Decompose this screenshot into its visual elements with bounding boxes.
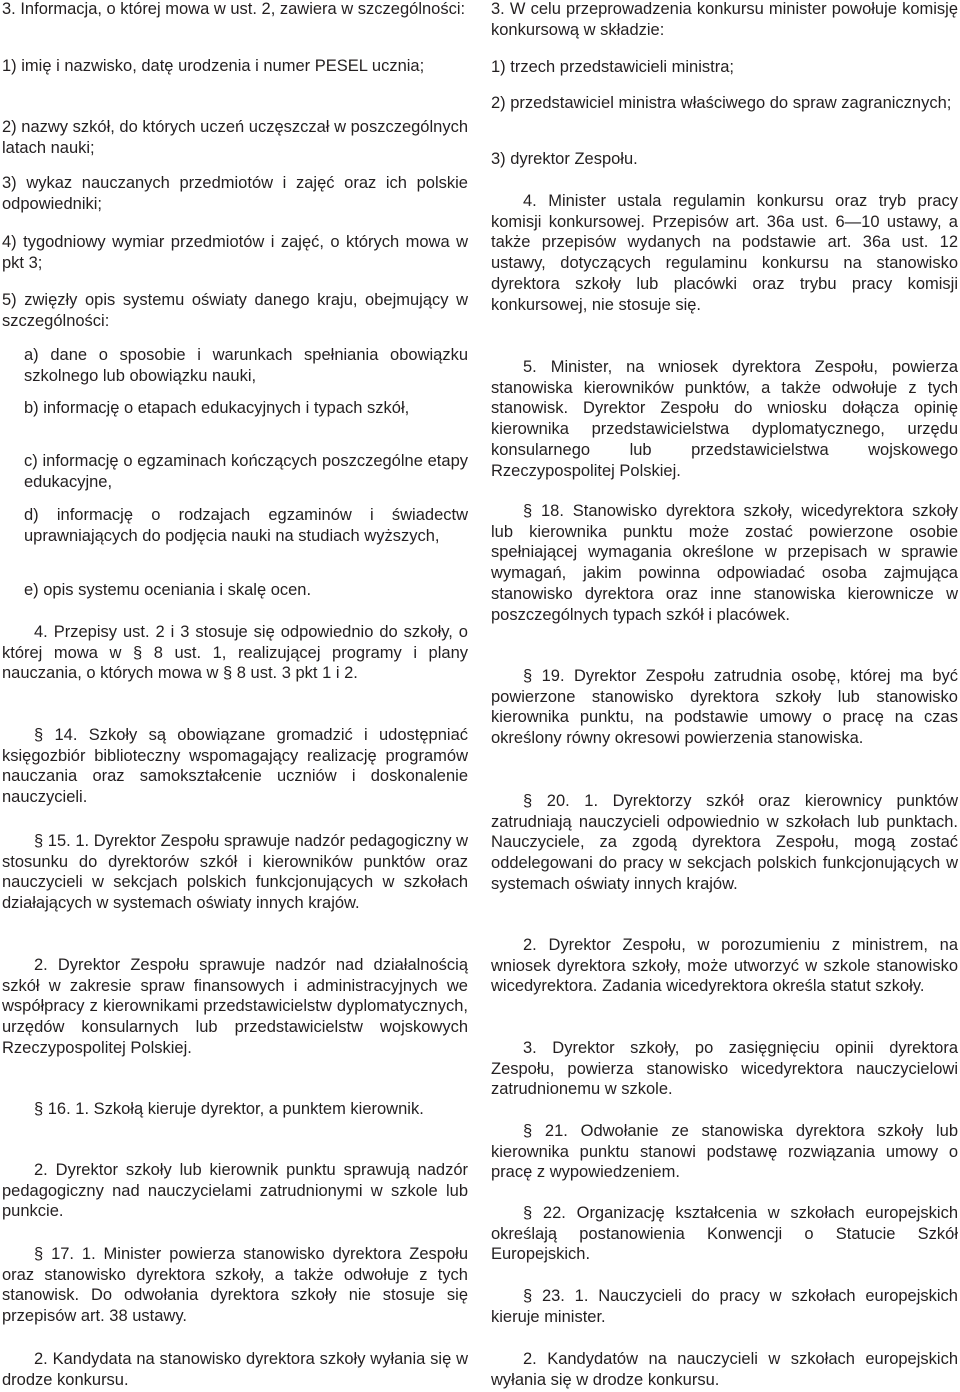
paragraph: 2. Dyrektor szkoły lub kierownik punktu sprawują nadzór pedagogiczny nad nauczycielami zatrudnionymi w szkole lub punkcie.: [2, 1161, 468, 1221]
paragraph: § 21. Odwołanie ze stanowiska dyrektora szkoły lub kierownika punktu stanowi podstawę rozwiązania umowy o pracę z wypowiedzeniem.: [491, 1122, 958, 1182]
paragraph: 3. W celu przeprowadzenia konkursu minister powołuje komisję konkursową w składzie:: [491, 0, 958, 39]
paragraph: 4. Minister ustala regulamin konkursu oraz tryb pracy komisji konkursowej. Przepisów art. 36a ust. 6—10 ustawy, a także przepisów wydanych na podstawie art. 36a ust. 12 ustawy, dotyczących regulaminu konkursu na stanowisko dyrektora szkoły lub placówki oraz trybu pracy komisji konkursowej, nie stosuje się.: [491, 192, 958, 314]
list-item: 4) tygodniowy wymiar przedmiotów i zajęć, o których mowa w pkt 3;: [2, 233, 468, 272]
paragraph: § 20. 1. Dyrektorzy szkół oraz kierownicy punktów zatrudniają nauczycieli odpowiednio w szkołach lub punktach. Nauczyciele, za zgodą dyrektora Zespołu, mogą zostać oddelegowani do pracy w sekcjach polskich funkcjonujących w systemach oświaty innych krajów.: [491, 792, 958, 893]
paragraph: § 19. Dyrektor Zespołu zatrudnia osobę, której ma być powierzone stanowisko dyrektora szkoły lub stanowisko kierownika punktu, na podstawie umowy o pracę na czas określony równy okresowi powierzenia stanowiska.: [491, 667, 958, 748]
paragraph: § 18. Stanowisko dyrektora szkoły, wicedyrektora szkoły lub kierownika punktu może zostać powierzone osobie spełniającej wymagania określone w przepisach w sprawie wymagań, jakim powinna odpowiadać osoba zajmująca stanowisko dyrektora oraz inne stanowiska kierownicze w poszczególnych typach szkół i placówek.: [491, 502, 958, 624]
sub-list-item: e) opis systemu oceniania i skalę ocen.: [24, 581, 312, 599]
paragraph: 3. Informacja, o której mowa w ust. 2, zawiera w szczególności:: [2, 0, 466, 18]
list-item: 1) imię i nazwisko, datę urodzenia i numer PESEL ucznia;: [2, 57, 425, 75]
paragraph: 2. Kandydata na stanowisko dyrektora szkoły wyłania się w drodze konkursu.: [2, 1350, 468, 1389]
sub-list-item: b) informację o etapach edukacyjnych i typach szkół,: [24, 399, 410, 417]
list-item: 1) trzech przedstawicieli ministra;: [491, 58, 734, 76]
sub-list-item: c) informację o egzaminach kończących poszczególne etapy edukacyjne,: [24, 452, 468, 491]
paragraph: 4. Przepisy ust. 2 i 3 stosuje się odpowiednio do szkoły, o której mowa w § 8 ust. 1, realizującej programy i plany nauczania, o których mowa w § 8 ust. 3 pkt 1 i 2.: [2, 623, 468, 683]
paragraph: 2. Kandydatów na nauczycieli w szkołach europejskich wyłania się w drodze konkursu.: [491, 1350, 958, 1389]
paragraph: § 17. 1. Minister powierza stanowisko dyrektora Zespołu oraz stanowisko dyrektora szkoły, a także odwołuje z tych stanowisk. Do odwołania dyrektora szkoły nie stosuje się przepisów art. 38 ustawy.: [2, 1245, 468, 1326]
paragraph: § 16. 1. Szkołą kieruje dyrektor, a punktem kierownik.: [34, 1100, 424, 1118]
paragraph: 3. Dyrektor szkoły, po zasięgnięciu opinii dyrektora Zespołu, powierza stanowisko wicedyrektora nauczycielowi zatrudnionemu w szkole.: [491, 1039, 958, 1099]
list-item: 3) wykaz nauczanych przedmiotów i zajęć oraz ich polskie odpowiedniki;: [2, 174, 468, 213]
list-item: 3) dyrektor Zespołu.: [491, 150, 638, 168]
paragraph: 2. Dyrektor Zespołu sprawuje nadzór nad działalnością szkół w zakresie spraw finansowych i administracyjnych we współpracy z kierownikami przedstawicielstw dyplomatycznych, urzędów konsularnych lub przedstawicielstw wojskowych Rzeczypospolitej Polskiej.: [2, 956, 468, 1057]
list-item: 5) zwięzły opis systemu oświaty danego kraju, obejmujący w szczególności:: [2, 291, 468, 330]
list-item: 2) nazwy szkół, do których uczeń uczęszczał w poszczególnych latach nauki;: [2, 118, 468, 157]
paragraph: 2. Dyrektor Zespołu, w porozumieniu z ministrem, na wniosek dyrektora szkoły, może utworzyć w szkole stanowisko wicedyrektora. Zadania wicedyrektora określa statut szkoły.: [491, 936, 958, 996]
list-item: 2) przedstawiciel ministra właściwego do spraw zagranicznych;: [491, 94, 952, 112]
paragraph: § 23. 1. Nauczycieli do pracy w szkołach europejskich kieruje minister.: [491, 1287, 958, 1326]
paragraph: § 14. Szkoły są obowiązane gromadzić i udostępniać księgozbiór biblioteczny wspomagający realizację programów nauczania oraz samokształcenie uczniów i doskonalenie nauczycieli.: [2, 726, 468, 807]
paragraph: § 15. 1. Dyrektor Zespołu sprawuje nadzór pedagogiczny w stosunku do dyrektorów szkół i kierowników punktów oraz nauczycieli w sekcjach polskich funkcjonujących w szkołach działających w systemach oświaty innych krajów.: [2, 832, 468, 913]
paragraph: 5. Minister, na wniosek dyrektora Zespołu, powierza stanowiska kierowników punktów, a także odwołuje z tych stanowisk. Dyrektor Zespołu do wniosku dołącza opinię kierownika przedstawicielstwa dyplomatycznego, urzędu konsularnego lub przedstawicielstwa wojskowego Rzeczypospolitej Polskiej.: [491, 358, 958, 480]
paragraph: § 22. Organizację kształcenia w szkołach europejskich określają postanowienia Konwencji o Statucie Szkół Europejskich.: [491, 1204, 958, 1264]
sub-list-item: a) dane o sposobie i warunkach spełniania obowiązku szkolnego lub obowiązku nauki,: [24, 346, 468, 385]
sub-list-item: d) informację o rodzajach egzaminów i świadectw uprawniających do podjęcia nauki na studiach wyższych,: [24, 506, 468, 545]
